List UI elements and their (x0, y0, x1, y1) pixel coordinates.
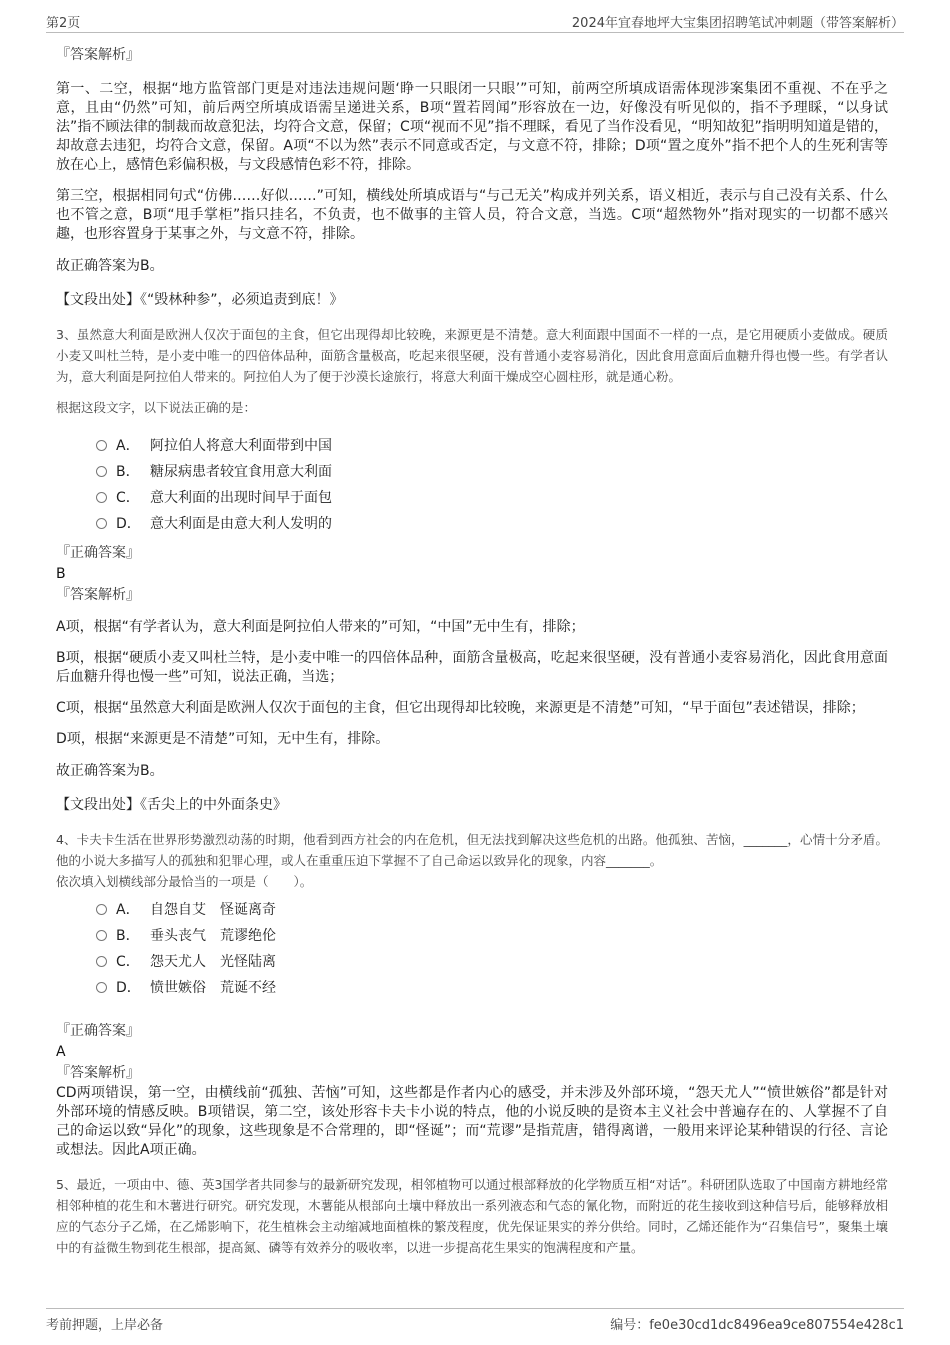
radio-icon[interactable] (96, 492, 107, 503)
q3-analysis-b: B项，根据“硬质小麦又叫杜兰特，是小麦中唯一的四倍体品种，面筋含量极高，吃起来很坚硬，没有普通小麦容易消化，因此食用意面后血糖升得也慢一些”可知，说法正确，当选； (56, 650, 888, 685)
radio-icon[interactable] (96, 956, 107, 967)
radio-icon[interactable] (96, 930, 107, 941)
q3-option-b[interactable]: B． 糖尿病患者较宜食用意大利面 (96, 458, 888, 484)
radio-icon[interactable] (96, 904, 107, 915)
q4-option-a[interactable]: A． 自怨自艾 怪诞离奇 (96, 896, 888, 922)
document-id: 编号：fe0e30cd1dc8496ea9ce807554e428c1 (610, 1318, 904, 1333)
radio-icon[interactable] (96, 982, 107, 993)
q4-option-d[interactable]: D． 愤世嫉俗 荒诞不经 (96, 974, 888, 1000)
prev-source: 【文段出处】《“毁林种参”，必须追责到底！》 (56, 292, 344, 308)
q4-answer-title: 『正确答案』 (56, 1023, 140, 1039)
prev-analysis-para-1: 第一、二空，根据“地方监管部门更是对违法违规问题‘睁一只眼闭一只眼’”可知，前两空所填成语需体现涉案集团不重视、不在乎之意，且由“仍然”可知，前后两空所填成语需呈递进关系，B项“置若罔闻”形容放在一边，好像没有听见似的，指不予理睬，“以身试法”指不顾法律的制裁而故意犯法，均符合文意，保留；C项“视而不见”指不理睬，看见了当作没看见，“明知故犯”指明明知道是错的，却故意去违犯，均符合文意，保留。A项“不以为然”表示不同意或否定，与文意不符，排除；D项“置之度外”指不把个人的生死利害等放在心上，感情色彩偏积极，与文段感情色彩不符，排除。 (56, 81, 888, 173)
q4-answer: A (56, 1044, 66, 1060)
q3-option-a[interactable]: A． 阿拉伯人将意大利面带到中国 (96, 432, 888, 458)
q3-source: 【文段出处】《舌尖上的中外面条史》 (56, 797, 287, 813)
q3-answer: B (56, 566, 66, 582)
q3-analysis-a: A项，根据“有学者认为，意大利面是阿拉伯人带来的”可知，“中国”无中生有，排除； (56, 619, 585, 635)
q4-options (56, 896, 888, 1000)
prev-analysis-para-2: 第三空，根据相同句式“仿佛……好似……”可知，横线处所填成语与“与己无关”构成并列关系，语义相近，表示与自己没有关系、什么也不管之意，B项“甩手掌柜”指只挂名，不负责，也不做事的主管人员，符合文意，当选。C项“超然物外”指对现实的一切都不感兴趣，也形容置身于某事之外，与文意不符，排除。 (56, 188, 888, 242)
radio-icon[interactable] (96, 466, 107, 477)
q3-analysis-c: C项，根据“虽然意大利面是欧洲人仅次于面包的主食，但它出现得却比较晚，来源更是不清楚”可知，“早于面包”表述错误，排除； (56, 700, 865, 716)
radio-icon[interactable] (96, 440, 107, 451)
q3-analysis-d: D项，根据“来源更是不清楚”可知，无中生有，排除。 (56, 731, 390, 747)
q5-text: 5、最近，一项由中、德、英3国学者共同参与的最新研究发现，相邻植物可以通过根部释放的化学物质互相“对话”。科研团队选取了中国南方耕地经常相邻种植的花生和木薯进行研究。研究发现，木薯能从根部向土壤中释放出一系列液态和气态的氰化物，而附近的花生接收到这种信号后，能够释放相应的气态分子乙烯，在乙烯影响下，花生植株会主动缩减地面植株的繁茂程度，优先保证果实的养分供给。同时，乙烯还能作为“召集信号”，聚集土壤中的有益微生物到花生根部，提高氮、磷等有效养分的吸收率，以进一步提高花生果实的饱满程度和产量。 (56, 1177, 888, 1255)
q4-analysis-title: 『答案解析』 (56, 1065, 140, 1081)
q3-option-d[interactable]: D． 意大利面是由意大利人发明的 (96, 510, 888, 536)
q4-analysis: CD两项错误，第一空，由横线前“孤独、苦恼”可知，这些都是作者内心的感受，并未涉及外部环境，“怨天尤人”“愤世嫉俗”都是针对外部环境的情感反映。B项错误，第二空，该处形容卡夫卡小说的特点，他的小说反映的是资本主义社会中普遍存在的、人掌握不了自己的命运以致“异化”的现象，这些现象是不合常理的，即“怪诞”；而“荒谬”是指荒唐，错得离谱，一般用来评论某种错误的行径、言论或想法。因此A项正确。 (56, 1085, 888, 1158)
q4-option-b[interactable]: B． 垂头丧气 荒谬绝伦 (96, 922, 888, 948)
footer-divider (46, 1308, 904, 1309)
q3-conclusion: 故正确答案为B。 (56, 763, 164, 779)
q4-prompt: 依次填入划横线部分最恰当的一项是（ ）。 (56, 874, 313, 889)
prev-conclusion: 故正确答案为B。 (56, 258, 164, 274)
document-title: 2024年宜春地坪大宝集团招聘笔试冲刺题（带答案解析） (571, 16, 904, 31)
q3-option-c[interactable]: C． 意大利面的出现时间早于面包 (96, 484, 888, 510)
header-divider (46, 32, 904, 33)
q3-answer-title: 『正确答案』 (56, 545, 140, 561)
q3-text: 3、虽然意大利面是欧洲人仅次于面包的主食，但它出现得却比较晚，来源更是不清楚。意大利面跟中国面不一样的一点，是它用硬质小麦做成。硬质小麦又叫杜兰特，是小麦中唯一的四倍体品种，面筋含量极高，吃起来很坚硬，没有普通小麦容易消化，因此食用意面后血糖升得也慢一些。有学者认为，意大利面是阿拉伯人带来的。阿拉伯人为了便于沙漠长途旅行，将意大利面干燥成空心圆柱形，就是通心粉。 (56, 327, 888, 384)
q3-analysis-title: 『答案解析』 (56, 587, 140, 603)
footer-slogan: 考前押题，上岸必备 (46, 1318, 164, 1333)
q4-option-c[interactable]: C． 怨天尤人 光怪陆离 (96, 948, 888, 974)
document-body (56, 44, 888, 1258)
q3-prompt: 根据这段文字，以下说法正确的是： (56, 400, 257, 415)
page-header (46, 12, 904, 32)
page-number: 第2页 (46, 16, 81, 31)
q3-options (56, 432, 888, 536)
prev-analysis-title: 『答案解析』 (56, 47, 140, 63)
q4-text: 4、卡夫卡生活在世界形势激烈动荡的时期，他看到西方社会的内在危机，但无法找到解决这些危机的出路。他孤独、苦恼，_______，心情十分矛盾。他的小说大多描写人的孤独和犯罪心理，或人在重重压迫下掌握不了自己命运以致异化的现象，内容_______。 (56, 832, 888, 868)
radio-icon[interactable] (96, 518, 107, 529)
